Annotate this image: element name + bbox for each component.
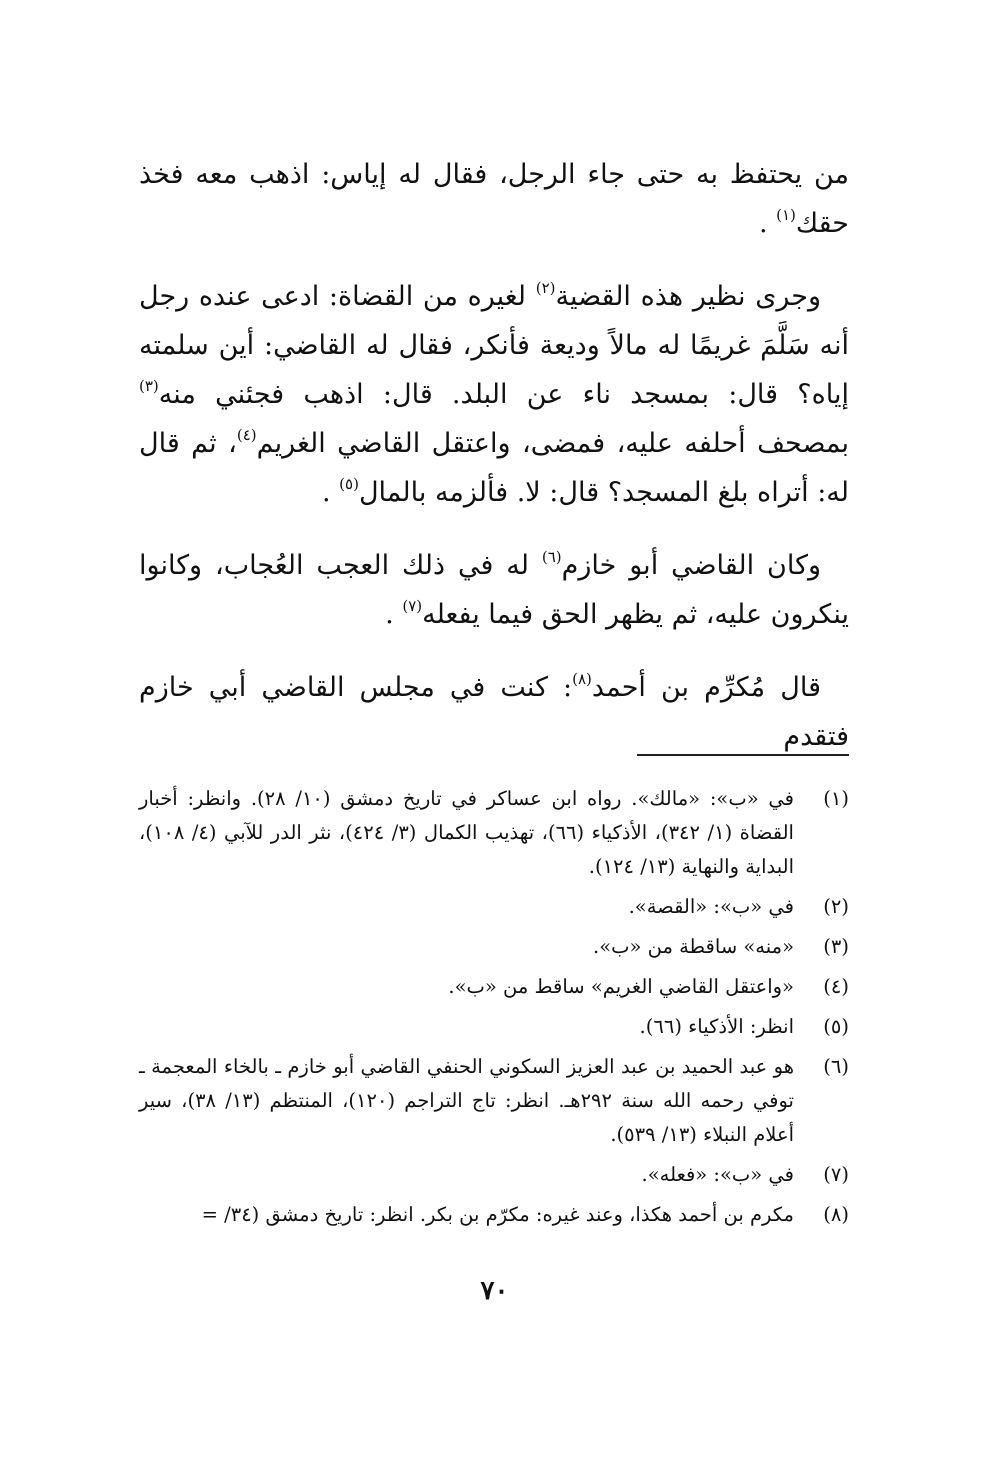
paragraph-text: ، ثم قال له: أتراه بلغ المسجد؟ قال: لا. فألزمه بالمال — [139, 428, 849, 508]
footnote-text: «واعتقل القاضي الغريم» ساقط من «ب». — [448, 975, 794, 998]
footnote — [139, 1158, 849, 1192]
footnote — [139, 1198, 849, 1232]
page-number: ٧٠ — [480, 1276, 509, 1306]
paragraph-text: لغيره من القضاة: ادعى عنده رجل أنه سَلَّمَ غريمًا له مالاً وديعة فأنكر، فقال له القاضي: أين سلمته إياه؟ قال: بمسجد ناء عن البلد. قال: اذهب فجئني منه — [139, 281, 849, 410]
footnote-reference[interactable]: (٨) — [572, 670, 592, 688]
footnote — [139, 890, 849, 924]
paragraph-text: قال مُكرِّم بن أحمد — [591, 672, 821, 703]
paragraph — [139, 150, 849, 248]
footnote — [139, 1050, 849, 1152]
paragraph-text: . — [758, 208, 777, 239]
main-text-block — [139, 150, 849, 785]
paragraph — [139, 541, 849, 639]
footnote-separator — [637, 754, 849, 756]
paragraph-text: وجرى نظير هذه القضية — [555, 281, 821, 312]
paragraph — [139, 663, 849, 761]
footnote-reference[interactable]: (٣) — [139, 377, 159, 395]
footnote — [139, 970, 849, 1004]
footnote-reference[interactable]: (٤) — [236, 426, 257, 444]
footnote-text: هو عبد الحميد بن عبد العزيز السكوني الحنفي القاضي أبو خازم ـ بالخاء المعجمة ـ توفي رحمه الله سنة ٢٩٢هـ. انظر: تاج التراجم (١٢٠)، المنتظم (١٣/ ٣٨)، سير أعلام النبلاء (١٣/ ٥٣٩). — [139, 1055, 794, 1146]
footnote-text: في «ب»: «مالك». رواه ابن عساكر في تاريخ دمشق (١٠/ ٢٨). وانظر: أخبار القضاة (١/ ٣٤٢)، الأذكياء (٦٦)، تهذيب الكمال (٣/ ٤٢٤)، نثر الدر للآبي (٤/ ١٠٨)، البداية والنهاية (١٣/ ١٢٤). — [139, 787, 794, 878]
paragraph-text: بمصحف أحلفه عليه، فمضى، واعتقل القاضي الغريم — [256, 428, 849, 459]
footnotes-section — [139, 782, 849, 1238]
footnote — [139, 782, 849, 884]
footnote-reference[interactable]: (٢) — [535, 279, 556, 297]
footnote-number: (٧) — [823, 1163, 849, 1186]
footnote-number: (٢) — [823, 895, 849, 918]
footnote-number: (٤) — [823, 975, 849, 998]
paragraph-text: : كنت في مجلس القاضي أبي خازم فتقدم — [139, 672, 849, 752]
paragraph-text: . — [385, 599, 403, 630]
footnote-number: (٥) — [823, 1015, 849, 1038]
footnote-text: في «ب»: «فعله». — [641, 1163, 794, 1186]
footnote-reference[interactable]: (١) — [776, 206, 796, 224]
footnote-text: مكرم بن أحمد هكذا، وعند غيره: مكرّم بن بكر. انظر: تاريخ دمشق (٣٤/ = — [201, 1203, 794, 1226]
paragraph-text: من يحتفظ به حتى جاء الرجل، فقال له إياس: اذهب معه فخذ حقك — [139, 159, 849, 239]
footnote-reference[interactable]: (٥) — [339, 475, 359, 493]
footnote-text: انظر: الأذكياء (٦٦). — [639, 1015, 794, 1038]
footnote — [139, 1010, 849, 1044]
paragraph-text: . — [321, 477, 340, 508]
footnote-reference[interactable]: (٧) — [402, 597, 423, 615]
paragraph-text: له في ذلك العجب العُجاب، وكانوا ينكرون عليه، ثم يظهر الحق فيما يفعله — [139, 550, 849, 630]
footnote-number: (٣) — [823, 935, 849, 958]
footnote-number: (١) — [823, 787, 849, 810]
footnote-number: (٦) — [823, 1055, 849, 1078]
footnote-text: في «ب»: «القصة». — [628, 895, 794, 918]
footnote-text: «منه» ساقطة من «ب». — [593, 935, 794, 958]
footnote-number: (٨) — [823, 1203, 849, 1226]
paragraph — [139, 272, 849, 517]
footnote — [139, 930, 849, 964]
paragraph-text: وكان القاضي أبو خازم — [561, 550, 821, 581]
footnote-reference[interactable]: (٦) — [541, 548, 562, 566]
